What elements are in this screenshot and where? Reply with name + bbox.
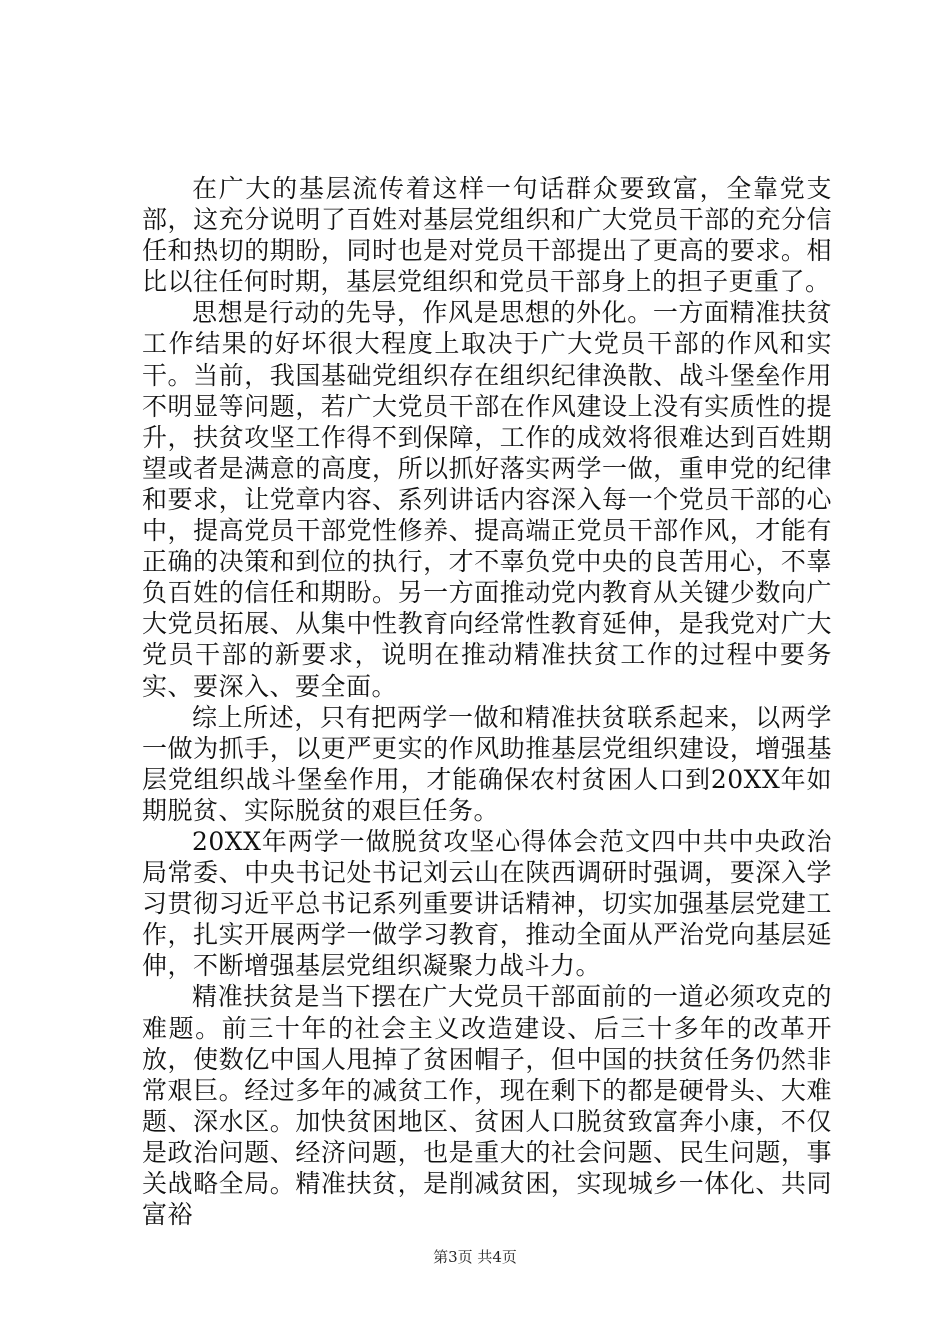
document-body <box>142 173 832 1230</box>
paragraph: 综上所述，只有把两学一做和精准扶贫联系起来，以两学一做为抓手，以更严更实的作风助推基层党组织建设，增强基层党组织战斗堡垒作用，才能确保农村贫困人口到20XX年如期脱贫、实际脱贫的艰巨任务。 <box>142 702 832 825</box>
paragraph: 20XX年两学一做脱贫攻坚心得体会范文四中共中央政治局常委、中央书记处书记刘云山在陕西调研时强调，要深入学习贯彻习近平总书记系列重要讲话精神，切实加强基层党建工作，扎实开展两学一做学习教育，推动全面从严治党向基层延伸，不断增强基层党组织凝聚力战斗力。 <box>142 826 832 981</box>
page-number-footer: 第3页 共4页 <box>433 1248 517 1266</box>
paragraph: 在广大的基层流传着这样一句话群众要致富，全靠党支部，这充分说明了百姓对基层党组织和广大党员干部的充分信任和热切的期盼，同时也是对党员干部提出了更高的要求。相比以往任何时期，基层党组织和党员干部身上的担子更重了。 <box>142 174 832 297</box>
paragraph: 精准扶贫是当下摆在广大党员干部面前的一道必须攻克的难题。前三十年的社会主义改造建设、后三十多年的改革开放，使数亿中国人甩掉了贫困帽子，但中国的扶贫任务仍然非常艰巨。经过多年的减贫工作，现在剩下的都是硬骨头、大难题、深水区。加快贫困地区、贫困人口脱贫致富奔小康，不仅是政治问题、经济问题，也是重大的社会问题、民生问题，事关战略全局。精准扶贫，是削减贫困，实现城乡一体化、共同富裕 <box>142 982 832 1230</box>
paragraph: 思想是行动的先导，作风是思想的外化。一方面精准扶贫工作结果的好坏很大程度上取决于广大党员干部的作风和实干。当前，我国基础党组织存在组织纪律涣散、战斗堡垒作用不明显等问题，若广大党员干部在作风建设上没有实质性的提升，扶贫攻坚工作得不到保障，工作的成效将很难达到百姓期望或者是满意的高度，所以抓好落实两学一做，重申党的纪律和要求，让党章内容、系列讲话内容深入每一个党员干部的心中，提高党员干部党性修养、提高端正党员干部作风，才能有正确的决策和到位的执行，才不辜负党中央的良苦用心，不辜负百姓的信任和期盼。另一方面推动党内教育从关键少数向广大党员拓展、从集中性教育向经常性教育延伸，是我党对广大党员干部的新要求，说明在推动精准扶贫工作的过程中要务实、要深入、要全面。 <box>142 298 832 701</box>
